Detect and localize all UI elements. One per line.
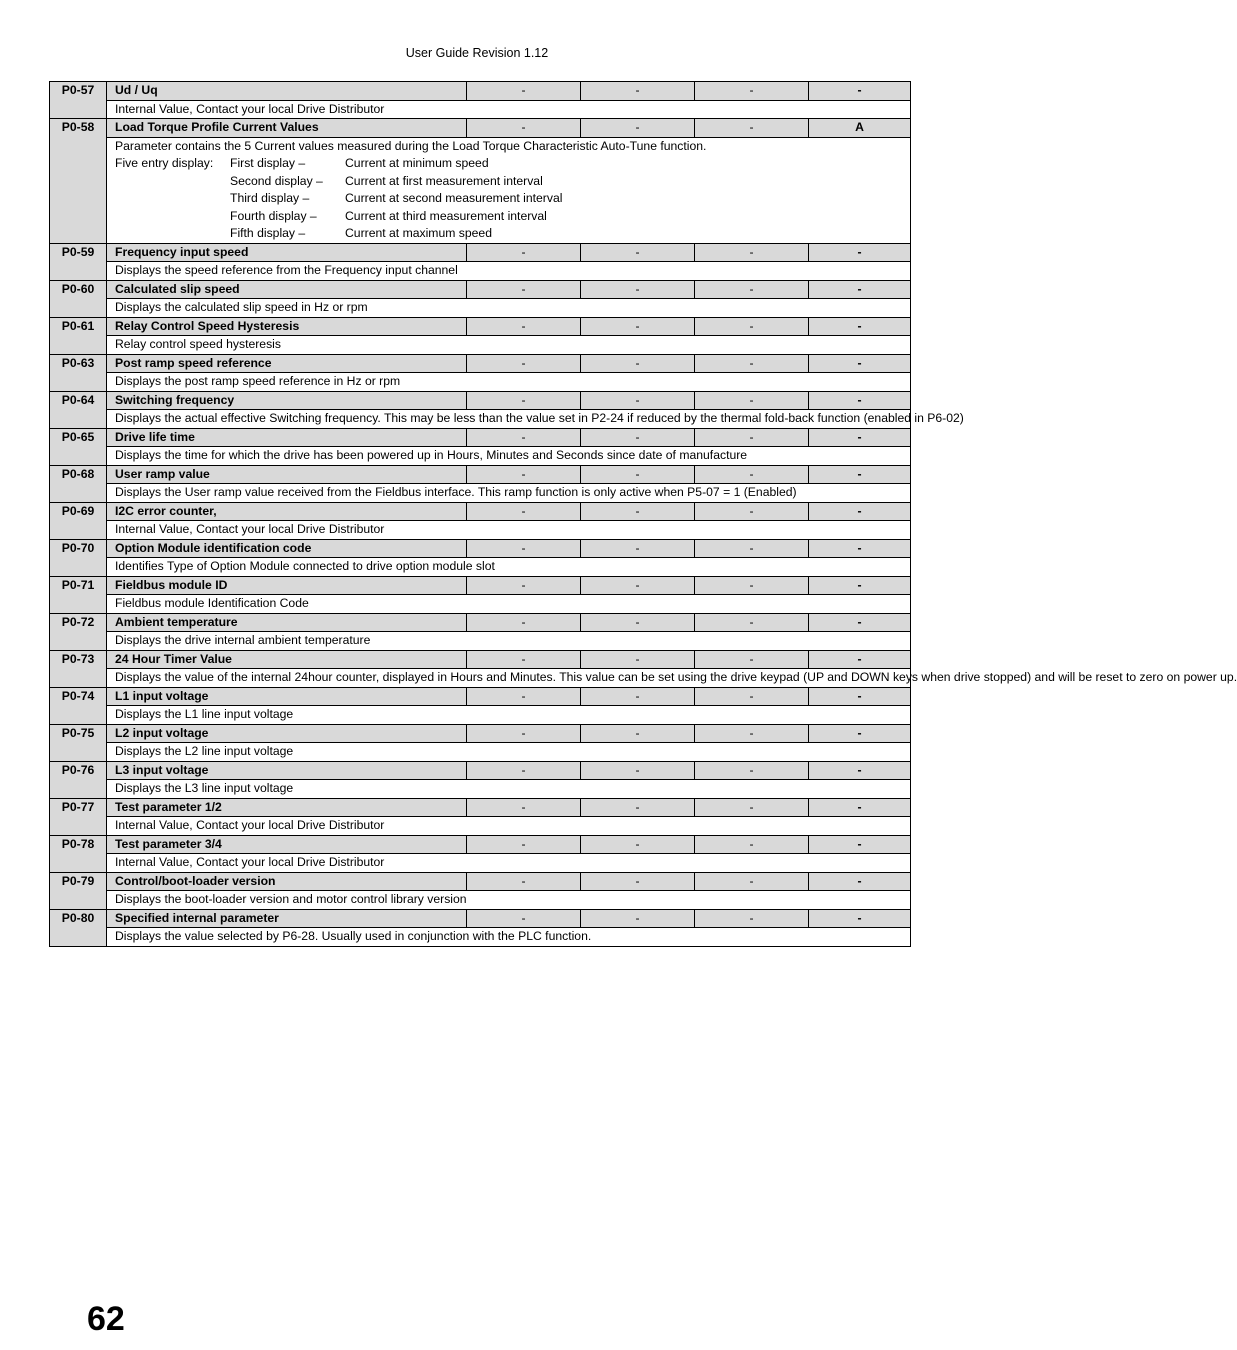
param-name: Specified internal parameter	[107, 909, 467, 928]
param-value-2: -	[581, 539, 695, 558]
param-desc-row	[50, 817, 911, 836]
param-value-1: -	[467, 317, 581, 336]
entry-value: Current at second measurement interval	[345, 191, 563, 205]
param-header-row	[50, 354, 911, 373]
entry-display-label	[115, 208, 230, 226]
param-code: P0-68	[50, 465, 107, 502]
param-description	[107, 447, 911, 466]
param-name: Ambient temperature	[107, 613, 467, 632]
param-description	[107, 558, 911, 577]
param-desc-row	[50, 299, 911, 318]
param-code: P0-57	[50, 82, 107, 119]
param-value-1: -	[467, 539, 581, 558]
param-name: Option Module identification code	[107, 539, 467, 558]
param-description	[107, 521, 911, 540]
param-header-row	[50, 119, 911, 138]
param-value-3: -	[695, 798, 809, 817]
param-header-row	[50, 613, 911, 632]
param-description-text: Displays the value of the internal 24hour counter, displayed in Hours and Minutes. This value can be set using the drive keypad (UP and DOWN keys when drive stopped) and will be reset to zero on power up.	[115, 670, 1237, 684]
param-value-2: -	[581, 317, 695, 336]
param-desc-row	[50, 669, 911, 688]
entry-value: Current at first measurement interval	[345, 173, 543, 188]
param-code: P0-76	[50, 761, 107, 798]
param-description-text: Parameter contains the 5 Current values measured during the Load Torque Characteristic Auto-Tune function.	[115, 138, 707, 153]
param-header-row	[50, 909, 911, 928]
param-value-4: -	[809, 391, 911, 410]
entry-value: Current at maximum speed	[345, 226, 492, 240]
param-code: P0-72	[50, 613, 107, 650]
param-desc-row	[50, 891, 911, 910]
param-value-4: -	[809, 539, 911, 558]
param-description-text: Displays the actual effective Switching frequency. This may be less than the value set in P2-24 if reduced by the thermal fold-back function (enabled in P6-02)	[115, 411, 964, 425]
entry-name: Second display –	[230, 173, 323, 188]
param-description	[107, 100, 911, 119]
param-value-2: -	[581, 798, 695, 817]
param-value-4: -	[809, 613, 911, 632]
param-code: P0-69	[50, 502, 107, 539]
param-code: P0-58	[50, 119, 107, 244]
entry-value: Current at third measurement interval	[345, 208, 547, 223]
param-value-2: -	[581, 465, 695, 484]
param-code: P0-78	[50, 835, 107, 872]
param-header-row	[50, 317, 911, 336]
param-value-3: -	[695, 835, 809, 854]
param-value-1: -	[467, 724, 581, 743]
param-description	[107, 299, 911, 318]
param-desc-row	[50, 706, 911, 725]
param-value-4: -	[809, 650, 911, 669]
param-code: P0-59	[50, 243, 107, 280]
param-value-4: -	[809, 872, 911, 891]
param-code: P0-77	[50, 798, 107, 835]
param-code: P0-70	[50, 539, 107, 576]
param-value-1: -	[467, 502, 581, 521]
param-value-2: -	[581, 119, 695, 138]
param-value-4: -	[809, 280, 911, 299]
entry-name: First display –	[230, 156, 306, 170]
param-value-2: -	[581, 82, 695, 101]
param-desc-row	[50, 410, 911, 429]
param-description	[107, 780, 911, 799]
param-value-3: -	[695, 317, 809, 336]
param-value-2: -	[581, 835, 695, 854]
param-value-1: -	[467, 650, 581, 669]
param-value-3: -	[695, 502, 809, 521]
param-header-row	[50, 798, 911, 817]
param-description	[107, 137, 911, 243]
param-value-4: -	[809, 317, 911, 336]
param-description	[107, 336, 911, 355]
param-value-3: -	[695, 243, 809, 262]
param-name: I2C error counter,	[107, 502, 467, 521]
param-value-3: -	[695, 613, 809, 632]
param-desc-row	[50, 558, 911, 577]
param-code: P0-64	[50, 391, 107, 428]
param-value-4: -	[809, 576, 911, 595]
entry-value: Current at minimum speed	[345, 156, 489, 170]
param-name: L1 input voltage	[107, 687, 467, 706]
param-description-text: Displays the time for which the drive has been powered up in Hours, Minutes and Seconds since date of manufacture	[115, 448, 748, 462]
param-desc-row	[50, 854, 911, 873]
param-desc-row	[50, 928, 911, 947]
param-value-4: -	[809, 354, 911, 373]
param-value-4: -	[809, 428, 911, 447]
entry-display-label	[115, 225, 230, 243]
param-description	[107, 595, 911, 614]
param-value-1: -	[467, 391, 581, 410]
param-code: P0-65	[50, 428, 107, 465]
param-name: Fieldbus module ID	[107, 576, 467, 595]
param-name: Load Torque Profile Current Values	[107, 119, 467, 138]
param-value-4: -	[809, 798, 911, 817]
param-description-text: Internal Value, Contact your local Drive Distributor	[115, 818, 385, 832]
param-value-2: -	[581, 576, 695, 595]
param-name: Control/boot-loader version	[107, 872, 467, 891]
entry-name: Fifth display –	[230, 226, 306, 240]
param-value-1: -	[467, 280, 581, 299]
param-value-1: -	[467, 354, 581, 373]
param-desc-row	[50, 484, 911, 503]
param-value-4: -	[809, 465, 911, 484]
param-desc-row	[50, 632, 911, 651]
param-description-text: Fieldbus module Identification Code	[115, 596, 309, 610]
param-header-row	[50, 82, 911, 101]
param-desc-row	[50, 100, 911, 119]
param-value-1: -	[467, 576, 581, 595]
param-value-4: -	[809, 502, 911, 521]
param-value-1: -	[467, 835, 581, 854]
param-value-2: -	[581, 354, 695, 373]
param-description-text: Displays the value selected by P6-28. Usually used in conjunction with the PLC function.	[115, 929, 592, 943]
param-desc-row	[50, 595, 911, 614]
param-header-row	[50, 280, 911, 299]
param-value-3: -	[695, 872, 809, 891]
param-description-text: Displays the calculated slip speed in Hz or rpm	[115, 300, 368, 314]
param-value-2: -	[581, 909, 695, 928]
param-description-text: Displays the L3 line input voltage	[115, 781, 294, 795]
param-value-3: -	[695, 576, 809, 595]
param-value-2: -	[581, 502, 695, 521]
param-value-4: -	[809, 243, 911, 262]
param-description-text: Displays the drive internal ambient temperature	[115, 633, 371, 647]
page-header: User Guide Revision 1.12	[405, 46, 549, 60]
param-header-row	[50, 872, 911, 891]
param-value-1: -	[467, 243, 581, 262]
param-value-2: -	[581, 243, 695, 262]
param-description	[107, 373, 911, 392]
param-description-text: Internal Value, Contact your local Drive Distributor	[115, 522, 385, 536]
param-description-text: Displays the User ramp value received from the Fieldbus interface. This ramp function is only active when P5-07 = 1 (Enabled)	[115, 485, 797, 499]
param-value-2: -	[581, 724, 695, 743]
param-header-row	[50, 502, 911, 521]
param-code: P0-60	[50, 280, 107, 317]
param-value-3: -	[695, 280, 809, 299]
param-name: Test parameter 1/2	[107, 798, 467, 817]
param-code: P0-80	[50, 909, 107, 946]
param-value-4: -	[809, 724, 911, 743]
param-code: P0-71	[50, 576, 107, 613]
param-description	[107, 743, 911, 762]
param-code: P0-79	[50, 872, 107, 909]
param-name: 24 Hour Timer Value	[107, 650, 467, 669]
param-header-row	[50, 428, 911, 447]
param-description	[107, 632, 911, 651]
param-value-2: -	[581, 761, 695, 780]
param-name: Frequency input speed	[107, 243, 467, 262]
param-value-2: -	[581, 613, 695, 632]
param-value-4: -	[809, 761, 911, 780]
param-header-row	[50, 835, 911, 854]
param-value-2: -	[581, 280, 695, 299]
param-value-3: -	[695, 909, 809, 928]
param-desc-row	[50, 373, 911, 392]
param-description	[107, 262, 911, 281]
param-value-3: -	[695, 428, 809, 447]
param-value-1: -	[467, 909, 581, 928]
param-description	[107, 410, 964, 429]
param-value-3: -	[695, 119, 809, 138]
param-name: Post ramp speed reference	[107, 354, 467, 373]
parameter-table	[49, 81, 1237, 947]
param-value-3: -	[695, 465, 809, 484]
param-code: P0-75	[50, 724, 107, 761]
param-description-text: Displays the speed reference from the Frequency input channel	[115, 263, 458, 277]
entry-display-label: Five entry display:	[115, 156, 214, 170]
entry-name: Third display –	[230, 191, 310, 205]
param-code: P0-73	[50, 650, 107, 687]
param-value-1: -	[467, 119, 581, 138]
param-header-row	[50, 539, 911, 558]
param-desc-row	[50, 137, 911, 243]
param-desc-row	[50, 743, 911, 762]
param-description-text: Internal Value, Contact your local Drive Distributor	[115, 101, 385, 116]
param-value-1: -	[467, 761, 581, 780]
param-description	[107, 669, 1237, 688]
param-description	[107, 928, 911, 947]
param-value-2: -	[581, 650, 695, 669]
param-description-text: Internal Value, Contact your local Drive Distributor	[115, 855, 385, 869]
param-code: P0-63	[50, 354, 107, 391]
param-header-row	[50, 724, 911, 743]
param-code: P0-61	[50, 317, 107, 354]
param-description-text: Displays the post ramp speed reference in Hz or rpm	[115, 374, 401, 388]
param-value-3: -	[695, 354, 809, 373]
param-name: L2 input voltage	[107, 724, 467, 743]
param-description-text: Displays the boot-loader version and motor control library version	[115, 892, 467, 906]
param-description	[107, 484, 911, 503]
param-description-text: Displays the L2 line input voltage	[115, 744, 294, 758]
param-description-text: Identifies Type of Option Module connected to drive option module slot	[115, 559, 495, 573]
param-name: Calculated slip speed	[107, 280, 467, 299]
param-name: L3 input voltage	[107, 761, 467, 780]
entry-display-list	[115, 155, 902, 243]
param-value-3: -	[695, 687, 809, 706]
param-value-4: -	[809, 835, 911, 854]
param-header-row	[50, 391, 911, 410]
page-number: 62	[87, 1300, 125, 1338]
param-desc-row	[50, 262, 911, 281]
param-header-row	[50, 243, 911, 262]
entry-name: Fourth display –	[230, 208, 317, 223]
param-name: Switching frequency	[107, 391, 467, 410]
entry-display-label	[115, 190, 230, 208]
param-name: Relay Control Speed Hysteresis	[107, 317, 467, 336]
param-value-1: -	[467, 687, 581, 706]
param-description-text: Displays the L1 line input voltage	[115, 707, 294, 721]
param-desc-row	[50, 336, 911, 355]
param-description	[107, 891, 911, 910]
param-value-4: -	[809, 909, 911, 928]
param-header-row	[50, 687, 911, 706]
param-value-1: -	[467, 798, 581, 817]
param-name: Ud / Uq	[107, 82, 467, 101]
param-value-1: -	[467, 428, 581, 447]
param-value-4: -	[809, 687, 911, 706]
param-name: Drive life time	[107, 428, 467, 447]
param-value-2: -	[581, 872, 695, 891]
param-value-3: -	[695, 650, 809, 669]
param-desc-row	[50, 521, 911, 540]
param-value-3: -	[695, 82, 809, 101]
param-value-2: -	[581, 391, 695, 410]
param-code: P0-74	[50, 687, 107, 724]
param-name: Test parameter 3/4	[107, 835, 467, 854]
param-value-4: -	[809, 82, 911, 101]
param-header-row	[50, 761, 911, 780]
param-value-2: -	[581, 687, 695, 706]
param-header-row	[50, 576, 911, 595]
param-value-4: A	[809, 119, 911, 138]
param-value-1: -	[467, 82, 581, 101]
param-header-row	[50, 650, 911, 669]
param-value-3: -	[695, 724, 809, 743]
param-value-1: -	[467, 872, 581, 891]
param-value-1: -	[467, 465, 581, 484]
param-value-1: -	[467, 613, 581, 632]
param-value-3: -	[695, 539, 809, 558]
param-description	[107, 854, 911, 873]
param-value-3: -	[695, 391, 809, 410]
param-value-2: -	[581, 428, 695, 447]
param-desc-row	[50, 780, 911, 799]
param-description-text: Relay control speed hysteresis	[115, 337, 281, 351]
param-description	[107, 817, 911, 836]
entry-display-label	[115, 173, 230, 191]
param-desc-row	[50, 447, 911, 466]
param-description	[107, 706, 911, 725]
param-header-row	[50, 465, 911, 484]
param-value-3: -	[695, 761, 809, 780]
param-name: User ramp value	[107, 465, 467, 484]
